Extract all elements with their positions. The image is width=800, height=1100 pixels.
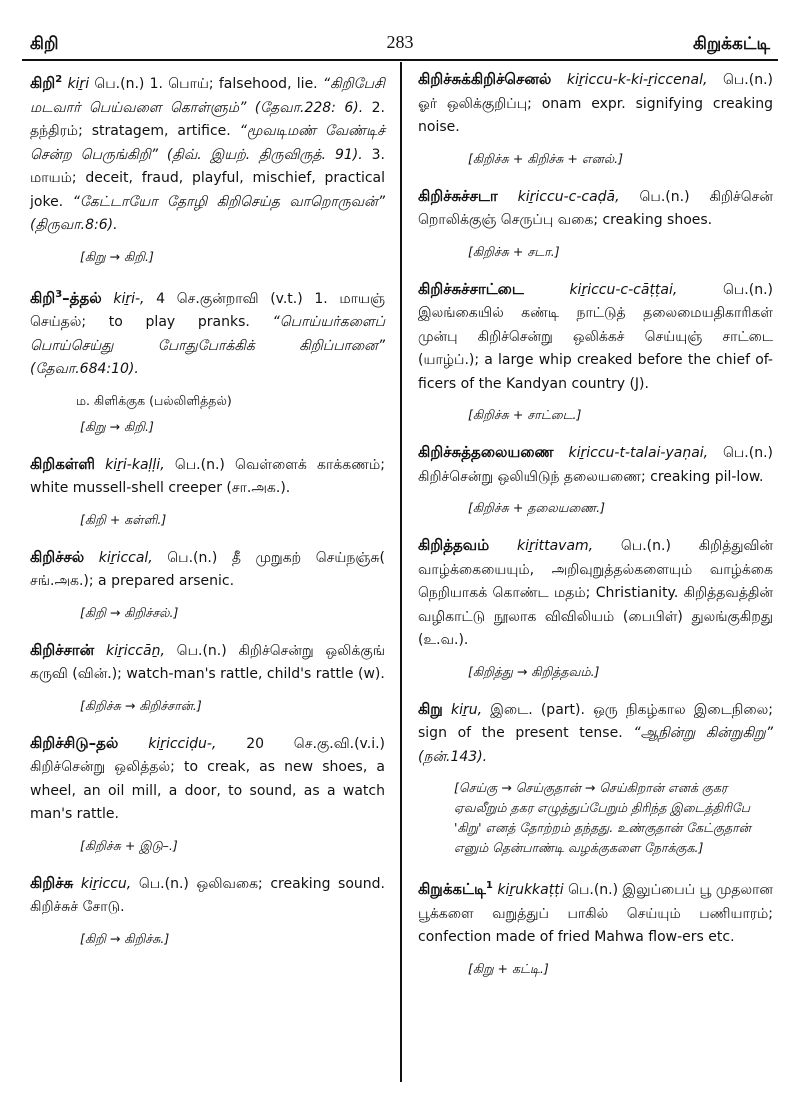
dictionary-entry — [30, 872, 385, 920]
etymology: [கிறி → கிறிச்சு.] — [80, 930, 170, 946]
definition: 2. தந்திரம்; stratagem, artifice. — [30, 99, 386, 139]
page-number: 283 — [386, 32, 414, 52]
definition: பெ.(n.) வெள்ளைக் காக்கணம்; white mussell-shell creeper (சா.அக.). — [30, 456, 386, 496]
dictionary-entry — [30, 453, 385, 501]
headword: கிறித்தவம் — [418, 536, 490, 554]
dictionary-entry — [418, 441, 773, 489]
headword: கிறிச்சிடு–தல் — [30, 733, 119, 752]
cognate-note: ம. கிளிக்குக (பல்லிளித்தல்) — [76, 392, 232, 408]
headword: கிறு — [418, 699, 443, 718]
etymology: [கிறிச்சு + கிறிச்சு + எனல்.] — [468, 150, 623, 166]
definition: இடை. (part). ஒரு நிகழ்கால இடைநிலை; sign of the present tense. — [418, 701, 773, 741]
definition: பெ.(n.) இலுப்பைப் பூ முதலான பூக்களை வறுத்துப் பாகில் செய்யும் பணியாரம்; confection made of fried Mahwa flow-ers etc. — [418, 882, 773, 945]
definition: பெ.(n.) இலங்கையில் கண்டி நாட்டுத் தலைமையதிகாரிகள் முன்பு கிறிச்சென்று ஒலிக்கச் செய்யுஞ் சாட்டை (யாழ்ப்.); a large whip creaked before the chief of-ficers of the Kandyan country (J). — [418, 281, 773, 392]
headword: கிறி$^3$–த்தல் — [30, 288, 102, 307]
definition: பெ.(n.) ஓர் ஒலிக்குறிப்பு; onam expr. signifying creaking noise. — [418, 72, 773, 135]
etymology: [கிறி + கள்ளி.] — [80, 511, 167, 527]
dictionary-entry — [30, 68, 385, 238]
etymology: [கிறிச்சு → கிறிச்சான்.] — [80, 697, 202, 713]
definition: பெ.(n.) கிறிச்சென்று ஒலிக்குங் கருவி (வின்.); watch-man's rattle, child's rattle (w). — [30, 642, 385, 682]
dictionary-entry — [418, 534, 773, 653]
etymology: [கிறித்து → கிறித்தவம்.] — [468, 663, 600, 679]
citation: “ஆநின்று கின்றுகிறு” (நன்.143). — [418, 725, 773, 765]
dictionary-entry — [30, 283, 385, 382]
etymology: [கிறிச்சு + தலையணை.] — [468, 500, 606, 515]
dictionary-entry — [30, 546, 385, 594]
headword: கிறிச்சான் — [30, 640, 95, 659]
header-rule — [22, 59, 778, 61]
left-guide-word: கிறி — [30, 34, 59, 54]
dictionary-entry — [30, 639, 385, 687]
transliteration: kiṟiccu-c-caḍā, — [517, 188, 620, 205]
etymology: [கிறிச்சு + சடா.] — [468, 243, 560, 259]
page-header — [0, 0, 800, 58]
transliteration: kiṟi-kaḷḷi, — [105, 456, 165, 473]
definition: பெ.(n.) கிறிச்சென்று ஒலியிடுந் தலையணை; creaking pil-low. — [418, 445, 773, 485]
etymology: [கிறிச்சு + இடு–.] — [80, 837, 178, 853]
definition: பெ.(n.) 1. பொய்; falsehood, lie. — [94, 76, 323, 92]
headword: கிறிச்சு — [30, 873, 74, 892]
citation: “கேட்டாயோ தோழி கிறிசெய்த வாறொருவன்” (திருவா.8:6). — [30, 193, 386, 233]
transliteration: kiṟu, — [451, 701, 483, 718]
headword: கிறிகள்ளி — [30, 454, 95, 473]
headword: கிறுக்கட்டி$^1$ — [418, 880, 493, 898]
definition: பெ.(n.) தீ முறுகற் செய்நஞ்சு( சங்.அக.); a prepared arsenic. — [30, 549, 385, 589]
transliteration: kiṟiccal, — [98, 549, 153, 566]
transliteration: kiṟi-, — [113, 290, 145, 307]
dictionary-entry — [418, 68, 773, 140]
transliteration: kiṟiccu-k-ki-ṟiccenal, — [566, 72, 708, 88]
transliteration: kiṟiccu-c-cāṭṭai, — [569, 281, 678, 298]
headword: கிறி$^2$ — [30, 74, 63, 92]
etymology: [கிறு → கிறி.] — [80, 418, 154, 434]
dictionary-entry — [418, 278, 773, 397]
dictionary-entry — [418, 185, 773, 233]
etymology: [கிறி → கிறிச்சல்.] — [80, 604, 179, 620]
headword: கிறிச்சுக்கிறிச்செனல் — [418, 70, 552, 88]
column-divider — [400, 62, 402, 1082]
definition: 4 செ.குன்றாவி (v.t.) 1. மாயஞ் செய்தல்; to play pranks. — [30, 290, 385, 330]
etymology: [கிறிச்சு + சாட்டை.] — [468, 407, 582, 422]
transliteration: kiṟiccu, — [80, 875, 132, 892]
etymology: [கிறு → கிறி.] — [80, 248, 154, 264]
headword: கிறிச்சுச்சாட்டை — [418, 279, 524, 298]
citation: “கிறிபேசி மடவார் பெய்வளை கொள்ளும்” (தேவா.228: 6). — [30, 76, 385, 116]
definition: பெ.(n.) ஒலிவகை; creaking sound. கிறிச்சுச் சோடு. — [30, 875, 385, 915]
right-guide-word: கிறுக்கட்டி — [693, 34, 770, 54]
transliteration: kiṟiccāṉ, — [105, 642, 165, 659]
dictionary-entry — [418, 698, 773, 770]
transliteration: kiṟittavam, — [516, 538, 594, 554]
definition: பெ.(n.) கிறித்துவின் வாழ்க்கையையும், அறிவுறுத்தல்களையும் வாழ்க்கை நெறியாகக் கொண்ட மதம்; Christianity. கிறித்தவத்தின் வழிகாட்டு நூலாக விவிலியம் (பைபிள்) துலங்குகிறது (உ.வ.). — [418, 538, 773, 648]
transliteration: kiṟiccu-t-talai-yaṇai, — [568, 445, 709, 461]
definition: 3. மாயம்; deceit, fraud, playful, mischief, practical joke. — [30, 146, 385, 210]
right-column — [418, 68, 773, 995]
left-column — [30, 68, 385, 965]
etymology: [கிறு + கட்டி.] — [468, 960, 549, 976]
transliteration: kiṟukkaṭṭi — [497, 882, 564, 898]
dictionary-entry — [30, 732, 385, 827]
citation: “மூவடிமண் வேண்டிச் சென்ற பெருங்கிறி” (திவ். இயற். திருவிருத். 91). — [30, 123, 385, 163]
citation: “பொய்யர்களைப் பொய்செய்து போதுபோக்கிக் கிறிப்பானை” (தேவா.684:10). — [30, 314, 385, 377]
headword: கிறிச்சல் — [30, 547, 85, 566]
definition: 20 செ.கு.வி.(v.i.) கிறிச்சென்று ஒலித்தல்; to creak, as new shoes, a wheel, an oil mill, a door, to sound, as a watch man's rattle. — [30, 735, 386, 822]
transliteration: kiṟi — [67, 76, 90, 92]
etymology: [செய்கு → செய்குதான் → செய்கிறான் எனக் குகர ஏவலீறும் தகர எழுத்துப்பேறும் திரிந்த இடைத்திரிபே 'கிறு' எனத் தோற்றம் தந்தது. உண்குதான் கேட்குதான் எனும் தென்பாண்டி வழக்குகளை நோக்குக.] — [454, 780, 751, 855]
headword: கிறிச்சுச்சடா — [418, 186, 498, 205]
dictionary-entry — [418, 874, 773, 950]
transliteration: kiṟicciḍu-, — [148, 735, 217, 752]
headword: கிறிச்சுத்தலையணை — [418, 443, 554, 461]
definition: பெ.(n.) கிறிச்சென் றொலிக்குஞ் செருப்பு வகை; creaking shoes. — [418, 188, 773, 228]
